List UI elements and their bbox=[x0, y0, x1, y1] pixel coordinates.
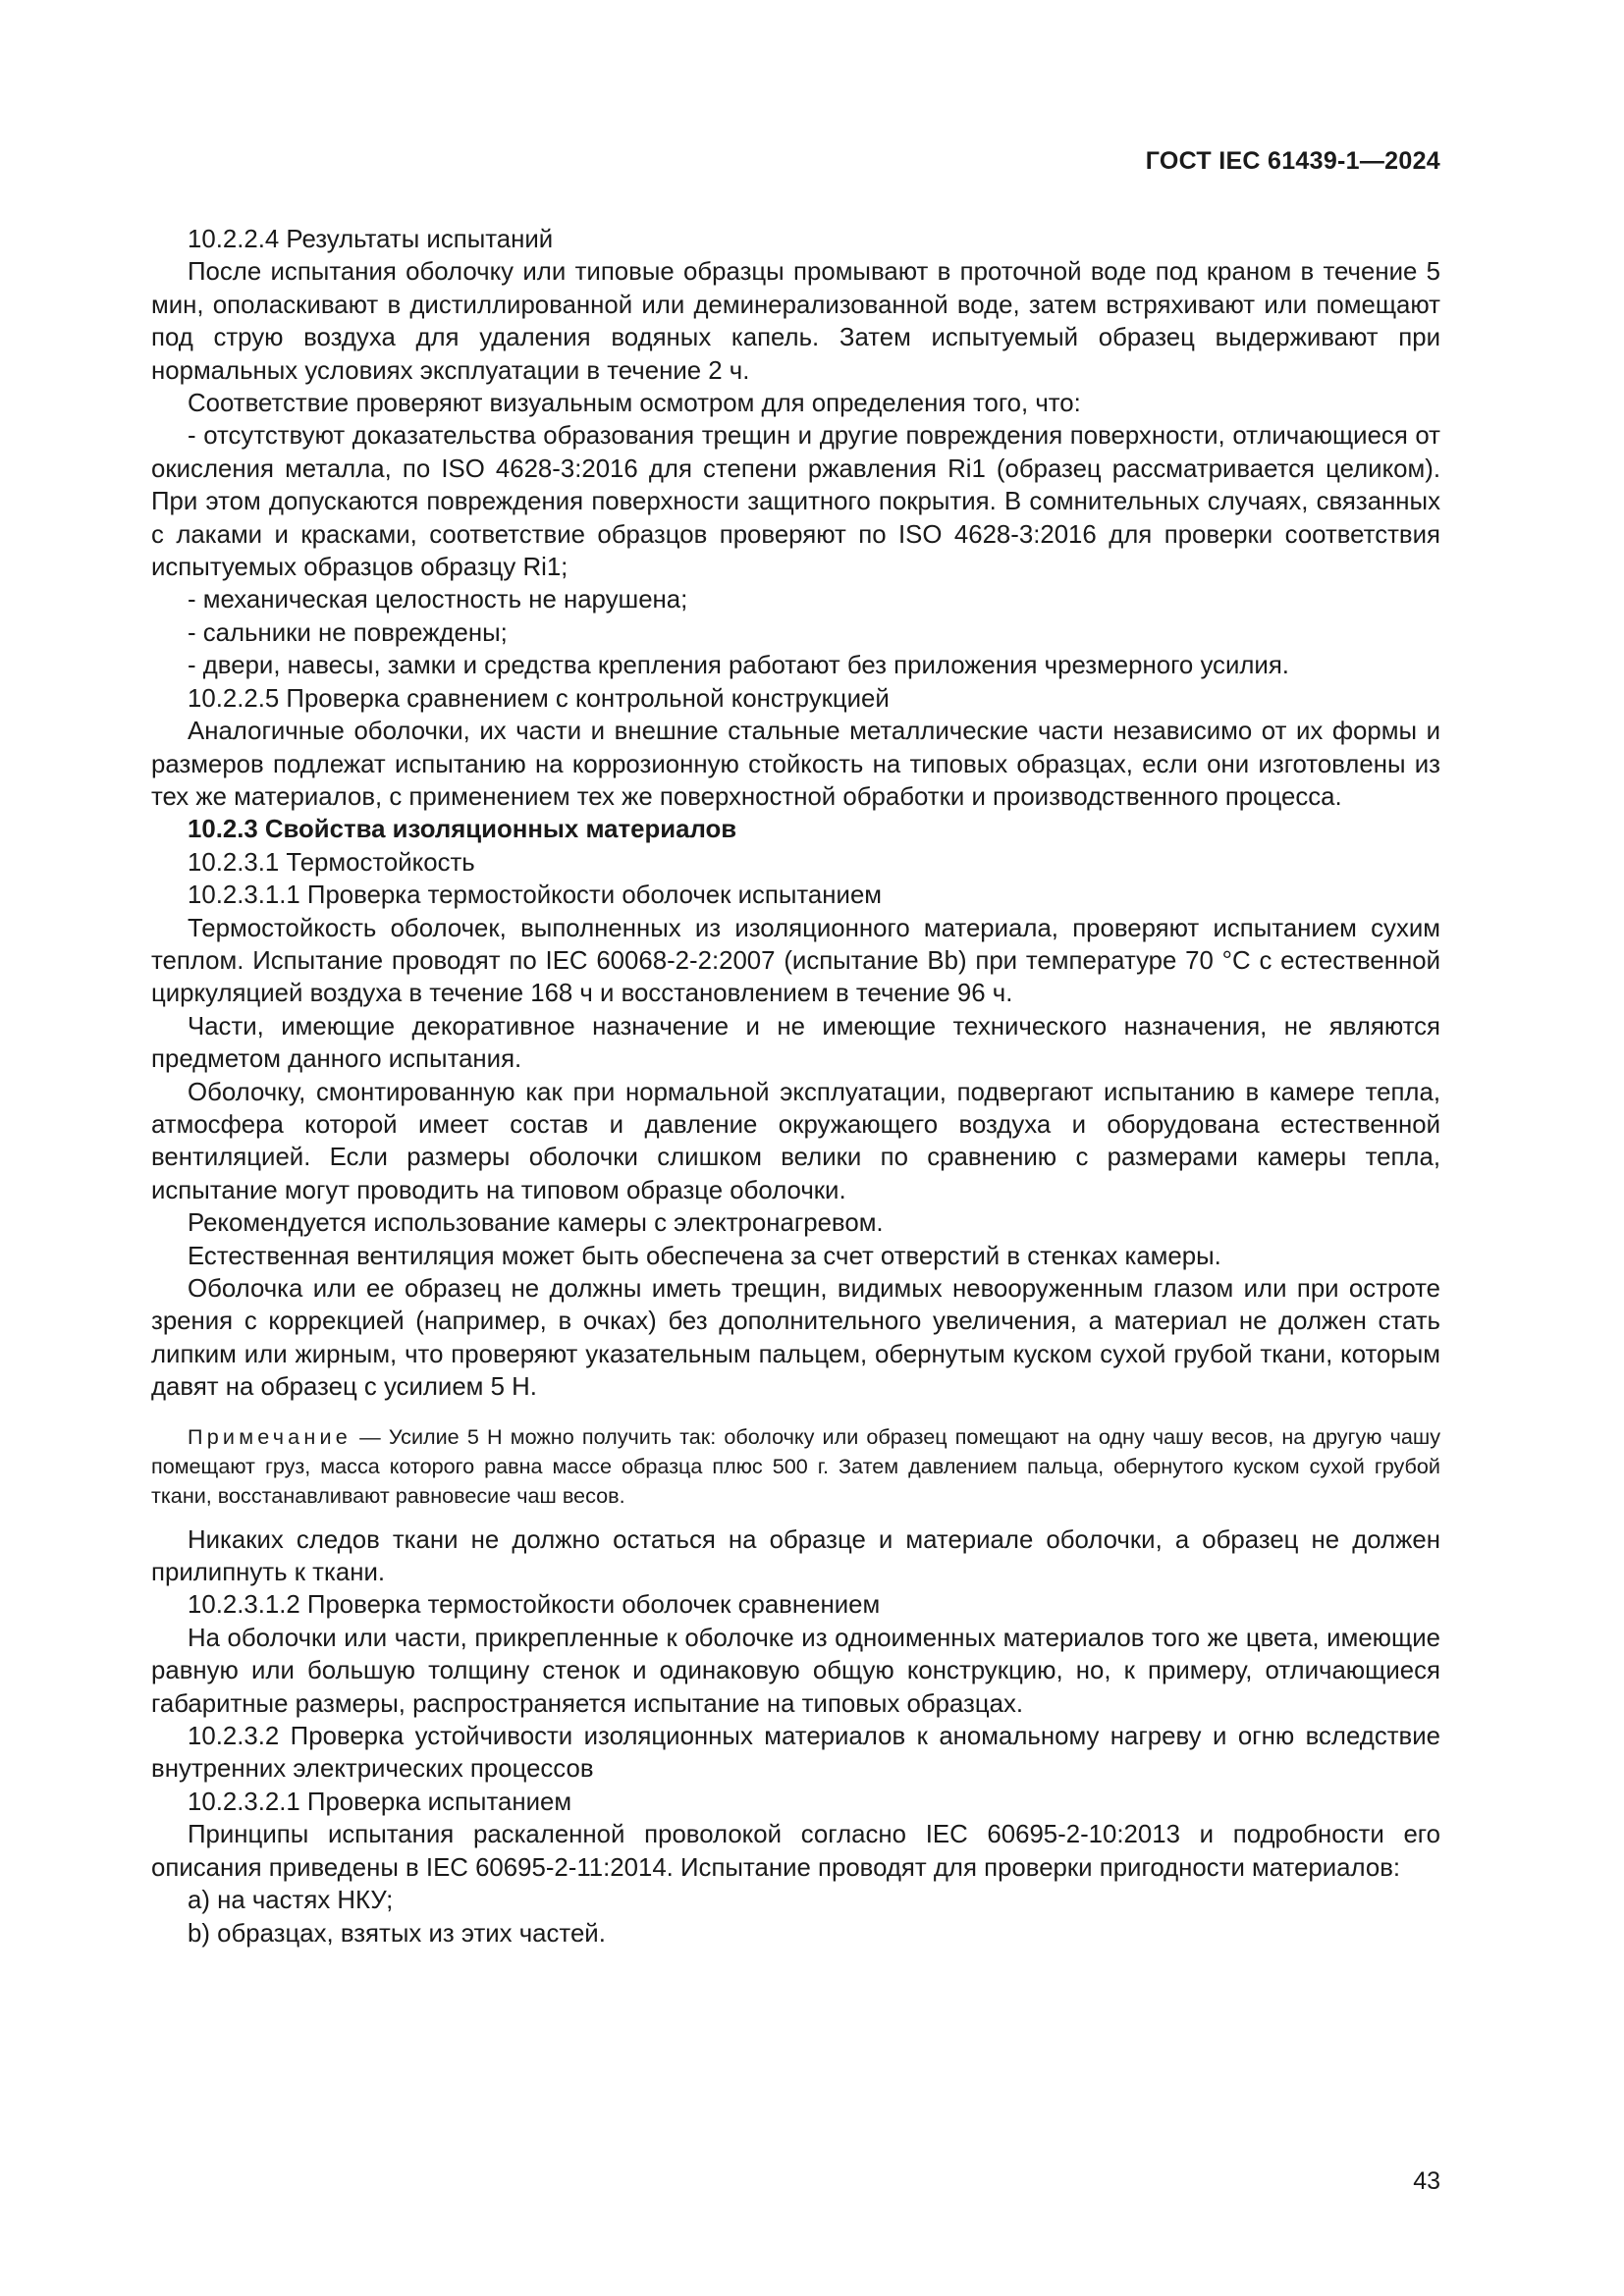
paragraph-no-fabric-traces: Никаких следов ткани не должно остаться на образце и материале оболочки, а образец не должен прилипнуть к ткани. bbox=[151, 1525, 1440, 1587]
paragraph-natural-ventilation: Естественная вентиляция может быть обеспечена за счет отверстий в стенках камеры. bbox=[188, 1242, 1221, 1270]
list-item-doors-hinges: - двери, навесы, замки и средства крепления работают без приложения чрезмерного усилия. bbox=[188, 652, 1289, 680]
clause-10-2-3-1-2-heading: 10.2.3.1.2 Проверка термостойкости оболочек сравнением bbox=[188, 1591, 881, 1620]
paragraph-similar-enclosures: Аналогичные оболочки, их части и внешние стальные металлические части независимо от их формы и размеров подлежат испытанию на коррозионную стойкость на типовых образцах, если они изготовлены из тех же материалов, с применением тех же поверхностной обработки и производственного процесса. bbox=[151, 718, 1440, 811]
clause-10-2-3-heading: 10.2.3 Свойства изоляционных материалов bbox=[188, 816, 737, 844]
note bbox=[151, 1422, 1440, 1511]
document-header: ГОСТ IEC 61439-1—2024 bbox=[1145, 147, 1440, 175]
document-body bbox=[151, 224, 1440, 1950]
paragraph-electric-heating: Рекомендуется использование камеры с электронагревом. bbox=[188, 1209, 884, 1238]
paragraph-rinsing-procedure: После испытания оболочку или типовые образцы промывают в проточной воде под краном в течение 5 мин, ополаскивают в дистиллированной или деминерализованной воде, затем встряхивают или помещают под струю воздуха для удаления водяных капель. Затем испытуемый образец выдерживают при нормальных условиях эксплуатации в течение 2 ч. bbox=[151, 258, 1440, 385]
clause-10-2-3-1-heading: 10.2.3.1 Термостойкость bbox=[188, 848, 475, 877]
list-item-cracks: - отсутствуют доказательства образования трещин и другие повреждения поверхности, отличающиеся от окисления металла, по ISO 4628-3:2016 для степени ржавления Ri1 (образец рассматривается целиком). При этом допускаются повреждения поверхности защитного покрытия. В сомнительных случаях, связанных с лаками и красками, соответствие образцов проверяют по ISO 4628-3:2016 для проверки соответствия испытуемых образцов образцу Ri1; bbox=[151, 422, 1440, 582]
paragraph-decorative-parts: Части, имеющие декоративное назначение и не имеющие технического назначения, не являются предметом данного испытания. bbox=[151, 1012, 1440, 1074]
clause-10-2-3-2-1-heading: 10.2.3.2.1 Проверка испытанием bbox=[188, 1788, 572, 1816]
page-number: 43 bbox=[1413, 2167, 1440, 2195]
clause-10-2-3-1-1-heading: 10.2.3.1.1 Проверка термостойкости оболочек испытанием bbox=[188, 881, 883, 910]
paragraph-dry-heat-test: Термостойкость оболочек, выполненных из изоляционного материала, проверяют испытанием сухим теплом. Испытание проводят по IEC 60068-2-2:2007 (испытание Bb) при температуре 70 °C с естественной циркуляцией воздуха в течение 168 ч и восстановлением в течение 96 ч. bbox=[151, 914, 1440, 1008]
list-item-glands: - сальники не повреждены; bbox=[188, 618, 508, 647]
list-item-a: a) на частях НКУ; bbox=[188, 1887, 394, 1915]
note-label: Примечание bbox=[188, 1423, 352, 1449]
paragraph-no-cracks: Оболочка или ее образец не должны иметь трещин, видимых невооруженным глазом или при остроте зрения с коррекцией (например, в очках) без дополнительного увеличения, а материал не должен стать липким или жирным, что проверяют указательным пальцем, обернутым куском сухой грубой ткани, которым давят на образец с усилием 5 Н. bbox=[151, 1275, 1440, 1402]
list-item-mechanical-integrity: - механическая целостность не нарушена; bbox=[188, 586, 688, 614]
clause-10-2-3-2-heading: 10.2.3.2 Проверка устойчивости изоляционных материалов к аномальному нагреву и огню вследствие внутренних электрических процессов bbox=[151, 1723, 1440, 1784]
paragraph-compliance-check: Соответствие проверяют визуальным осмотром для определения того, что: bbox=[188, 390, 1081, 418]
clause-10-2-2-5-heading: 10.2.2.5 Проверка сравнением с контрольной конструкцией bbox=[188, 684, 890, 713]
clause-10-2-2-4-heading: 10.2.2.4 Результаты испытаний bbox=[188, 226, 554, 253]
paragraph-glow-wire-test: Принципы испытания раскаленной проволокой согласно IEC 60695-2-10:2013 и подробности его описания приведены в IEC 60695-2-11:2014. Испытание проводят для проверки пригодности материалов: bbox=[151, 1821, 1440, 1882]
paragraph-heating-chamber: Оболочку, смонтированную как при нормальной эксплуатации, подвергают испытанию в камере тепла, атмосфера которой имеет состав и давление окружающего воздуха и оборудована естественной вентиляцией. Если размеры оболочки слишком велики по сравнению с размерами камеры тепла, испытание могут проводить на типовом образце оболочки. bbox=[151, 1078, 1440, 1204]
note-text: — Усилие 5 Н можно получить так: оболочку или образец помещают на одну чашу весов, на другую чашу помещают груз, масса которого равна массе образца плюс 500 г. Затем давлением пальца, обернутого куском сухой грубой ткани, восстанавливают равновесие чаш весов. bbox=[151, 1423, 1440, 1508]
paragraph-comparison-scope: На оболочки или части, прикрепленные к оболочке из одноименных материалов того же цвета, имеющие равную или большую толщину стенок и одинаковую общую конструкцию, но, к примеру, отличающиеся габаритные размеры, распространяется испытание на типовых образцах. bbox=[151, 1624, 1440, 1718]
list-item-b: b) образцах, взятых из этих частей. bbox=[188, 1919, 606, 1948]
